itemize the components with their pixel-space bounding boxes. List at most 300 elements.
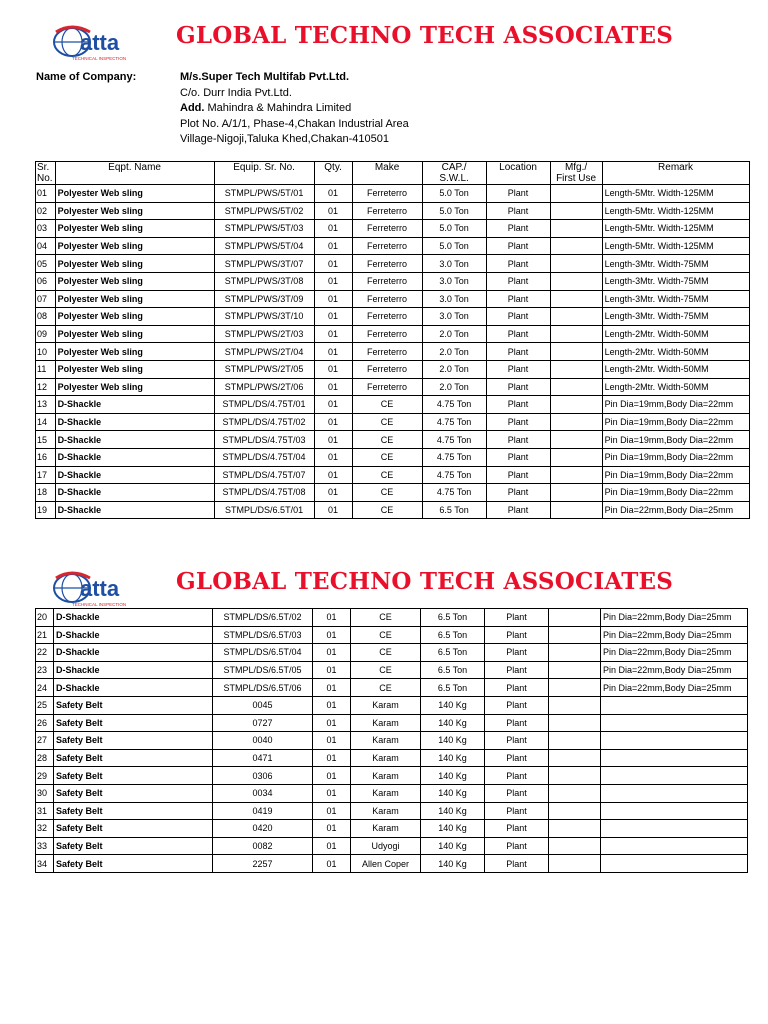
cell-location: Plant	[486, 431, 550, 449]
cell-remark	[601, 802, 748, 820]
cell-location: Plant	[485, 661, 549, 679]
cell-remark: Length-3Mtr. Width-75MM	[602, 272, 749, 290]
cell-equip-sr-no: STMPL/PWS/5T/04	[214, 237, 314, 255]
cell-sr-no: 27	[36, 732, 54, 750]
cell-equip-sr-no: STMPL/DS/4.75T/07	[214, 466, 314, 484]
col-eqpt-name: Eqpt. Name	[55, 162, 214, 185]
cell-eqpt-name: Polyester Web sling	[55, 360, 214, 378]
address-label: Add.	[180, 102, 205, 114]
cell-eqpt-name: Safety Belt	[54, 837, 213, 855]
cell-qty: 01	[314, 220, 352, 238]
cell-remark: Pin Dia=19mm,Body Dia=22mm	[602, 413, 749, 431]
cell-eqpt-name: D-Shackle	[55, 413, 214, 431]
cell-qty: 01	[314, 501, 352, 519]
cell-equip-sr-no: STMPL/DS/6.5T/01	[214, 501, 314, 519]
cell-location: Plant	[486, 448, 550, 466]
col-location: Location	[486, 162, 550, 185]
cell-sr-no: 30	[36, 784, 54, 802]
cell-make: Ferreterro	[352, 378, 422, 396]
cell-mfg	[549, 784, 601, 802]
cell-make: Karam	[351, 732, 421, 750]
page-header	[0, 14, 768, 70]
cell-eqpt-name: D-Shackle	[55, 484, 214, 502]
cell-location: Plant	[485, 626, 549, 644]
cell-location: Plant	[485, 609, 549, 627]
col-equip-sr-no: Equip. Sr. No.	[214, 162, 314, 185]
cell-remark	[601, 855, 748, 873]
cell-remark: Length-2Mtr. Width-50MM	[602, 343, 749, 361]
cell-location: Plant	[486, 413, 550, 431]
table-row	[36, 378, 750, 396]
cell-eqpt-name: Polyester Web sling	[55, 255, 214, 273]
cell-remark: Pin Dia=19mm,Body Dia=22mm	[602, 448, 749, 466]
cell-equip-sr-no: STMPL/DS/6.5T/02	[213, 609, 313, 627]
cell-qty: 01	[313, 679, 351, 697]
cell-equip-sr-no: 0034	[213, 784, 313, 802]
table-row	[36, 255, 750, 273]
cell-mfg	[549, 767, 601, 785]
cell-make: Udyogi	[351, 837, 421, 855]
cell-sr-no: 20	[36, 609, 54, 627]
cell-eqpt-name: Safety Belt	[54, 855, 213, 873]
company-logo	[50, 568, 158, 608]
cell-eqpt-name: Safety Belt	[54, 696, 213, 714]
cell-remark	[601, 749, 748, 767]
cell-sr-no: 11	[36, 360, 56, 378]
svg-text:TECHNICAL INSPECTION: TECHNICAL INSPECTION	[72, 56, 127, 61]
table-row	[36, 484, 750, 502]
cell-cap: 3.0 Ton	[422, 272, 486, 290]
cell-sr-no: 16	[36, 448, 56, 466]
cell-cap: 3.0 Ton	[422, 308, 486, 326]
cell-mfg	[549, 626, 601, 644]
cell-cap: 4.75 Ton	[422, 448, 486, 466]
cell-mfg	[550, 202, 602, 220]
cell-make: Allen Coper	[351, 855, 421, 873]
table-row	[36, 448, 750, 466]
cell-remark: Length-3Mtr. Width-75MM	[602, 290, 749, 308]
cell-cap: 4.75 Ton	[422, 431, 486, 449]
table-row	[36, 202, 750, 220]
cell-sr-no: 06	[36, 272, 56, 290]
cell-cap: 140 Kg	[421, 855, 485, 873]
cell-remark: Pin Dia=19mm,Body Dia=22mm	[602, 484, 749, 502]
table-header-row	[36, 162, 750, 185]
cell-eqpt-name: Safety Belt	[54, 767, 213, 785]
cell-remark: Pin Dia=19mm,Body Dia=22mm	[602, 466, 749, 484]
cell-make: CE	[351, 644, 421, 662]
table-row	[36, 626, 748, 644]
cell-mfg	[550, 237, 602, 255]
col-qty: Qty.	[314, 162, 352, 185]
cell-mfg	[550, 413, 602, 431]
cell-qty: 01	[314, 202, 352, 220]
cell-location: Plant	[486, 308, 550, 326]
cell-equip-sr-no: STMPL/DS/4.75T/03	[214, 431, 314, 449]
svg-text:TECHNICAL INSPECTION: TECHNICAL INSPECTION	[72, 602, 127, 607]
cell-eqpt-name: Safety Belt	[54, 749, 213, 767]
table-row	[36, 609, 748, 627]
cell-mfg	[550, 290, 602, 308]
cell-eqpt-name: D-Shackle	[54, 644, 213, 662]
cell-remark: Length-3Mtr. Width-75MM	[602, 255, 749, 273]
cell-location: Plant	[486, 466, 550, 484]
svg-text:atta: atta	[80, 30, 120, 55]
table-row	[36, 396, 750, 414]
cell-cap: 6.5 Ton	[421, 679, 485, 697]
cell-sr-no: 31	[36, 802, 54, 820]
cell-mfg	[550, 255, 602, 273]
cell-sr-no: 19	[36, 501, 56, 519]
cell-mfg	[550, 484, 602, 502]
cell-qty: 01	[314, 378, 352, 396]
cell-eqpt-name: Polyester Web sling	[55, 237, 214, 255]
cell-make: CE	[352, 431, 422, 449]
cell-qty: 01	[314, 360, 352, 378]
cell-qty: 01	[313, 644, 351, 662]
cell-sr-no: 17	[36, 466, 56, 484]
cell-location: Plant	[485, 749, 549, 767]
cell-location: Plant	[486, 501, 550, 519]
cell-make: Ferreterro	[352, 220, 422, 238]
cell-remark	[601, 696, 748, 714]
cell-sr-no: 29	[36, 767, 54, 785]
cell-make: CE	[352, 501, 422, 519]
cell-location: Plant	[486, 202, 550, 220]
cell-make: Ferreterro	[352, 202, 422, 220]
cell-cap: 140 Kg	[421, 732, 485, 750]
col-make: Make	[352, 162, 422, 185]
cell-sr-no: 34	[36, 855, 54, 873]
cell-make: CE	[351, 609, 421, 627]
cell-eqpt-name: D-Shackle	[54, 609, 213, 627]
cell-sr-no: 18	[36, 484, 56, 502]
cell-make: Karam	[351, 696, 421, 714]
table-row	[36, 714, 748, 732]
col-sr-no: Sr. No.	[36, 162, 56, 185]
cell-cap: 2.0 Ton	[422, 325, 486, 343]
cell-sr-no: 04	[36, 237, 56, 255]
cell-sr-no: 09	[36, 325, 56, 343]
cell-equip-sr-no: STMPL/PWS/3T/09	[214, 290, 314, 308]
cell-make: Ferreterro	[352, 255, 422, 273]
cell-location: Plant	[485, 732, 549, 750]
table-row	[36, 784, 748, 802]
cell-cap: 5.0 Ton	[422, 202, 486, 220]
cell-equip-sr-no: STMPL/DS/4.75T/04	[214, 448, 314, 466]
cell-equip-sr-no: 0040	[213, 732, 313, 750]
cell-sr-no: 05	[36, 255, 56, 273]
company-label: Name of Company:	[36, 71, 137, 83]
cell-remark: Pin Dia=22mm,Body Dia=25mm	[601, 644, 748, 662]
cell-cap: 6.5 Ton	[421, 644, 485, 662]
cell-location: Plant	[485, 696, 549, 714]
cell-remark	[601, 837, 748, 855]
cell-mfg	[550, 448, 602, 466]
cell-qty: 01	[314, 308, 352, 326]
cell-equip-sr-no: STMPL/PWS/2T/05	[214, 360, 314, 378]
cell-make: CE	[352, 484, 422, 502]
cell-qty: 01	[313, 837, 351, 855]
cell-remark	[601, 820, 748, 838]
table-row	[36, 767, 748, 785]
cell-make: Karam	[351, 749, 421, 767]
table-row	[36, 501, 750, 519]
cell-eqpt-name: Safety Belt	[54, 784, 213, 802]
cell-equip-sr-no: 2257	[213, 855, 313, 873]
company-name: M/s.Super Tech Multifab Pvt.Ltd.	[180, 71, 350, 83]
cell-sr-no: 26	[36, 714, 54, 732]
table-row	[36, 237, 750, 255]
cell-eqpt-name: D-Shackle	[55, 501, 214, 519]
cell-mfg	[549, 820, 601, 838]
cell-make: Karam	[351, 784, 421, 802]
cell-location: Plant	[486, 325, 550, 343]
cell-mfg	[549, 714, 601, 732]
cell-sr-no: 15	[36, 431, 56, 449]
cell-qty: 01	[314, 272, 352, 290]
cell-make: CE	[352, 413, 422, 431]
company-village: Village-Nigoji,Taluka Khed,Chakan-410501	[180, 133, 389, 145]
cell-eqpt-name: Polyester Web sling	[55, 202, 214, 220]
cell-eqpt-name: Polyester Web sling	[55, 325, 214, 343]
table-row	[36, 272, 750, 290]
cell-location: Plant	[485, 784, 549, 802]
cell-cap: 5.0 Ton	[422, 220, 486, 238]
cell-remark	[601, 714, 748, 732]
cell-cap: 4.75 Ton	[422, 396, 486, 414]
cell-make: CE	[351, 626, 421, 644]
cell-make: Ferreterro	[352, 325, 422, 343]
cell-location: Plant	[486, 185, 550, 203]
cell-sr-no: 07	[36, 290, 56, 308]
cell-eqpt-name: Polyester Web sling	[55, 272, 214, 290]
cell-equip-sr-no: STMPL/DS/4.75T/02	[214, 413, 314, 431]
company-care-of: C/o. Durr India Pvt.Ltd.	[180, 86, 292, 99]
cell-remark: Pin Dia=22mm,Body Dia=25mm	[601, 661, 748, 679]
cell-qty: 01	[314, 466, 352, 484]
cell-location: Plant	[486, 378, 550, 396]
cell-remark: Pin Dia=22mm,Body Dia=25mm	[601, 679, 748, 697]
cell-qty: 01	[313, 749, 351, 767]
cell-remark: Length-5Mtr. Width-125MM	[602, 220, 749, 238]
cell-eqpt-name: Safety Belt	[54, 714, 213, 732]
cell-eqpt-name: D-Shackle	[54, 626, 213, 644]
cell-cap: 4.75 Ton	[422, 484, 486, 502]
cell-equip-sr-no: 0420	[213, 820, 313, 838]
cell-cap: 4.75 Ton	[422, 413, 486, 431]
cell-make: Karam	[351, 820, 421, 838]
table-row	[36, 325, 750, 343]
cell-location: Plant	[486, 272, 550, 290]
cell-mfg	[549, 679, 601, 697]
cell-make: CE	[352, 396, 422, 414]
cell-cap: 140 Kg	[421, 784, 485, 802]
cell-qty: 01	[314, 484, 352, 502]
table-row	[36, 290, 750, 308]
cell-location: Plant	[486, 343, 550, 361]
cell-eqpt-name: Polyester Web sling	[55, 185, 214, 203]
cell-eqpt-name: Safety Belt	[54, 820, 213, 838]
cell-remark: Length-5Mtr. Width-125MM	[602, 237, 749, 255]
cell-remark: Length-2Mtr. Width-50MM	[602, 378, 749, 396]
cell-cap: 140 Kg	[421, 696, 485, 714]
cell-sr-no: 10	[36, 343, 56, 361]
cell-equip-sr-no: STMPL/PWS/5T/02	[214, 202, 314, 220]
cell-eqpt-name: D-Shackle	[55, 466, 214, 484]
cell-eqpt-name: Polyester Web sling	[55, 308, 214, 326]
cell-cap: 140 Kg	[421, 767, 485, 785]
cell-cap: 140 Kg	[421, 802, 485, 820]
cell-equip-sr-no: STMPL/PWS/2T/03	[214, 325, 314, 343]
cell-sr-no: 02	[36, 202, 56, 220]
cell-make: Karam	[351, 767, 421, 785]
table-row	[36, 413, 750, 431]
cell-qty: 01	[314, 237, 352, 255]
equipment-table-2	[35, 608, 748, 873]
cell-sr-no: 33	[36, 837, 54, 855]
cell-remark	[601, 784, 748, 802]
cell-mfg	[549, 609, 601, 627]
cell-qty: 01	[313, 820, 351, 838]
cell-equip-sr-no: STMPL/PWS/2T/04	[214, 343, 314, 361]
col-mfg: Mfg./ First Use	[550, 162, 602, 185]
cell-eqpt-name: Polyester Web sling	[55, 290, 214, 308]
cell-qty: 01	[313, 661, 351, 679]
cell-equip-sr-no: STMPL/DS/4.75T/01	[214, 396, 314, 414]
cell-sr-no: 03	[36, 220, 56, 238]
cell-cap: 6.5 Ton	[421, 609, 485, 627]
cell-location: Plant	[485, 837, 549, 855]
cell-sr-no: 25	[36, 696, 54, 714]
cell-sr-no: 08	[36, 308, 56, 326]
table-row	[36, 732, 748, 750]
cell-mfg	[549, 802, 601, 820]
cell-qty: 01	[313, 609, 351, 627]
cell-sr-no: 21	[36, 626, 54, 644]
cell-qty: 01	[313, 802, 351, 820]
cell-make: Ferreterro	[352, 237, 422, 255]
cell-qty: 01	[313, 767, 351, 785]
cell-cap: 140 Kg	[421, 837, 485, 855]
cell-remark: Pin Dia=19mm,Body Dia=22mm	[602, 396, 749, 414]
cell-location: Plant	[486, 360, 550, 378]
cell-cap: 5.0 Ton	[422, 185, 486, 203]
cell-sr-no: 13	[36, 396, 56, 414]
cell-cap: 140 Kg	[421, 749, 485, 767]
cell-mfg	[550, 501, 602, 519]
cell-remark: Pin Dia=22mm,Body Dia=25mm	[602, 501, 749, 519]
cell-equip-sr-no: STMPL/PWS/3T/07	[214, 255, 314, 273]
cell-mfg	[550, 272, 602, 290]
cell-sr-no: 32	[36, 820, 54, 838]
cell-equip-sr-no: 0306	[213, 767, 313, 785]
table-row	[36, 431, 750, 449]
cell-mfg	[549, 644, 601, 662]
cell-qty: 01	[314, 448, 352, 466]
table-row	[36, 661, 748, 679]
cell-location: Plant	[485, 714, 549, 732]
cell-location: Plant	[485, 644, 549, 662]
cell-cap: 2.0 Ton	[422, 360, 486, 378]
cell-qty: 01	[313, 732, 351, 750]
cell-cap: 140 Kg	[421, 714, 485, 732]
table-row	[36, 466, 750, 484]
table-row	[36, 220, 750, 238]
cell-make: CE	[352, 448, 422, 466]
cell-cap: 4.75 Ton	[422, 466, 486, 484]
table-row	[36, 679, 748, 697]
cell-remark: Pin Dia=22mm,Body Dia=25mm	[601, 609, 748, 627]
cell-eqpt-name: D-Shackle	[54, 679, 213, 697]
svg-text:atta: atta	[80, 576, 120, 601]
cell-make: Ferreterro	[352, 185, 422, 203]
company-address-line: Add. Mahindra & Mahindra Limited	[180, 102, 352, 114]
cell-cap: 2.0 Ton	[422, 378, 486, 396]
table-row	[36, 855, 748, 873]
cell-cap: 2.0 Ton	[422, 343, 486, 361]
cell-eqpt-name: Safety Belt	[54, 732, 213, 750]
cell-sr-no: 24	[36, 679, 54, 697]
cell-make: Ferreterro	[352, 343, 422, 361]
cell-mfg	[549, 837, 601, 855]
cell-location: Plant	[486, 290, 550, 308]
cell-sr-no: 22	[36, 644, 54, 662]
cell-remark	[601, 732, 748, 750]
cell-cap: 140 Kg	[421, 820, 485, 838]
cell-qty: 01	[313, 626, 351, 644]
cell-make: CE	[351, 679, 421, 697]
cell-location: Plant	[486, 484, 550, 502]
cell-mfg	[549, 732, 601, 750]
cell-location: Plant	[486, 237, 550, 255]
table-row	[36, 644, 748, 662]
cell-equip-sr-no: STMPL/DS/6.5T/03	[213, 626, 313, 644]
cell-qty: 01	[314, 255, 352, 273]
cell-location: Plant	[486, 255, 550, 273]
cell-equip-sr-no: 0419	[213, 802, 313, 820]
cell-location: Plant	[486, 220, 550, 238]
company-title: GLOBAL TECHNO TECH ASSOCIATES	[176, 22, 674, 49]
cell-cap: 6.5 Ton	[421, 661, 485, 679]
company-address	[180, 70, 409, 148]
cell-qty: 01	[314, 325, 352, 343]
cell-eqpt-name: Polyester Web sling	[55, 220, 214, 238]
cell-equip-sr-no: STMPL/DS/6.5T/06	[213, 679, 313, 697]
cell-equip-sr-no: 0471	[213, 749, 313, 767]
table-row	[36, 802, 748, 820]
cell-eqpt-name: D-Shackle	[55, 431, 214, 449]
company-logo	[50, 22, 158, 62]
table-row	[36, 185, 750, 203]
cell-qty: 01	[314, 185, 352, 203]
cell-remark: Length-5Mtr. Width-125MM	[602, 185, 749, 203]
cell-cap: 3.0 Ton	[422, 255, 486, 273]
cell-mfg	[550, 360, 602, 378]
cell-cap: 5.0 Ton	[422, 237, 486, 255]
cell-eqpt-name: Safety Belt	[54, 802, 213, 820]
cell-sr-no: 12	[36, 378, 56, 396]
cell-mfg	[550, 343, 602, 361]
cell-eqpt-name: Polyester Web sling	[55, 378, 214, 396]
cell-cap: 6.5 Ton	[422, 501, 486, 519]
cell-equip-sr-no: STMPL/PWS/5T/03	[214, 220, 314, 238]
cell-make: Ferreterro	[352, 272, 422, 290]
cell-mfg	[550, 431, 602, 449]
cell-mfg	[550, 220, 602, 238]
cell-equip-sr-no: STMPL/DS/4.75T/08	[214, 484, 314, 502]
cell-make: Ferreterro	[352, 308, 422, 326]
